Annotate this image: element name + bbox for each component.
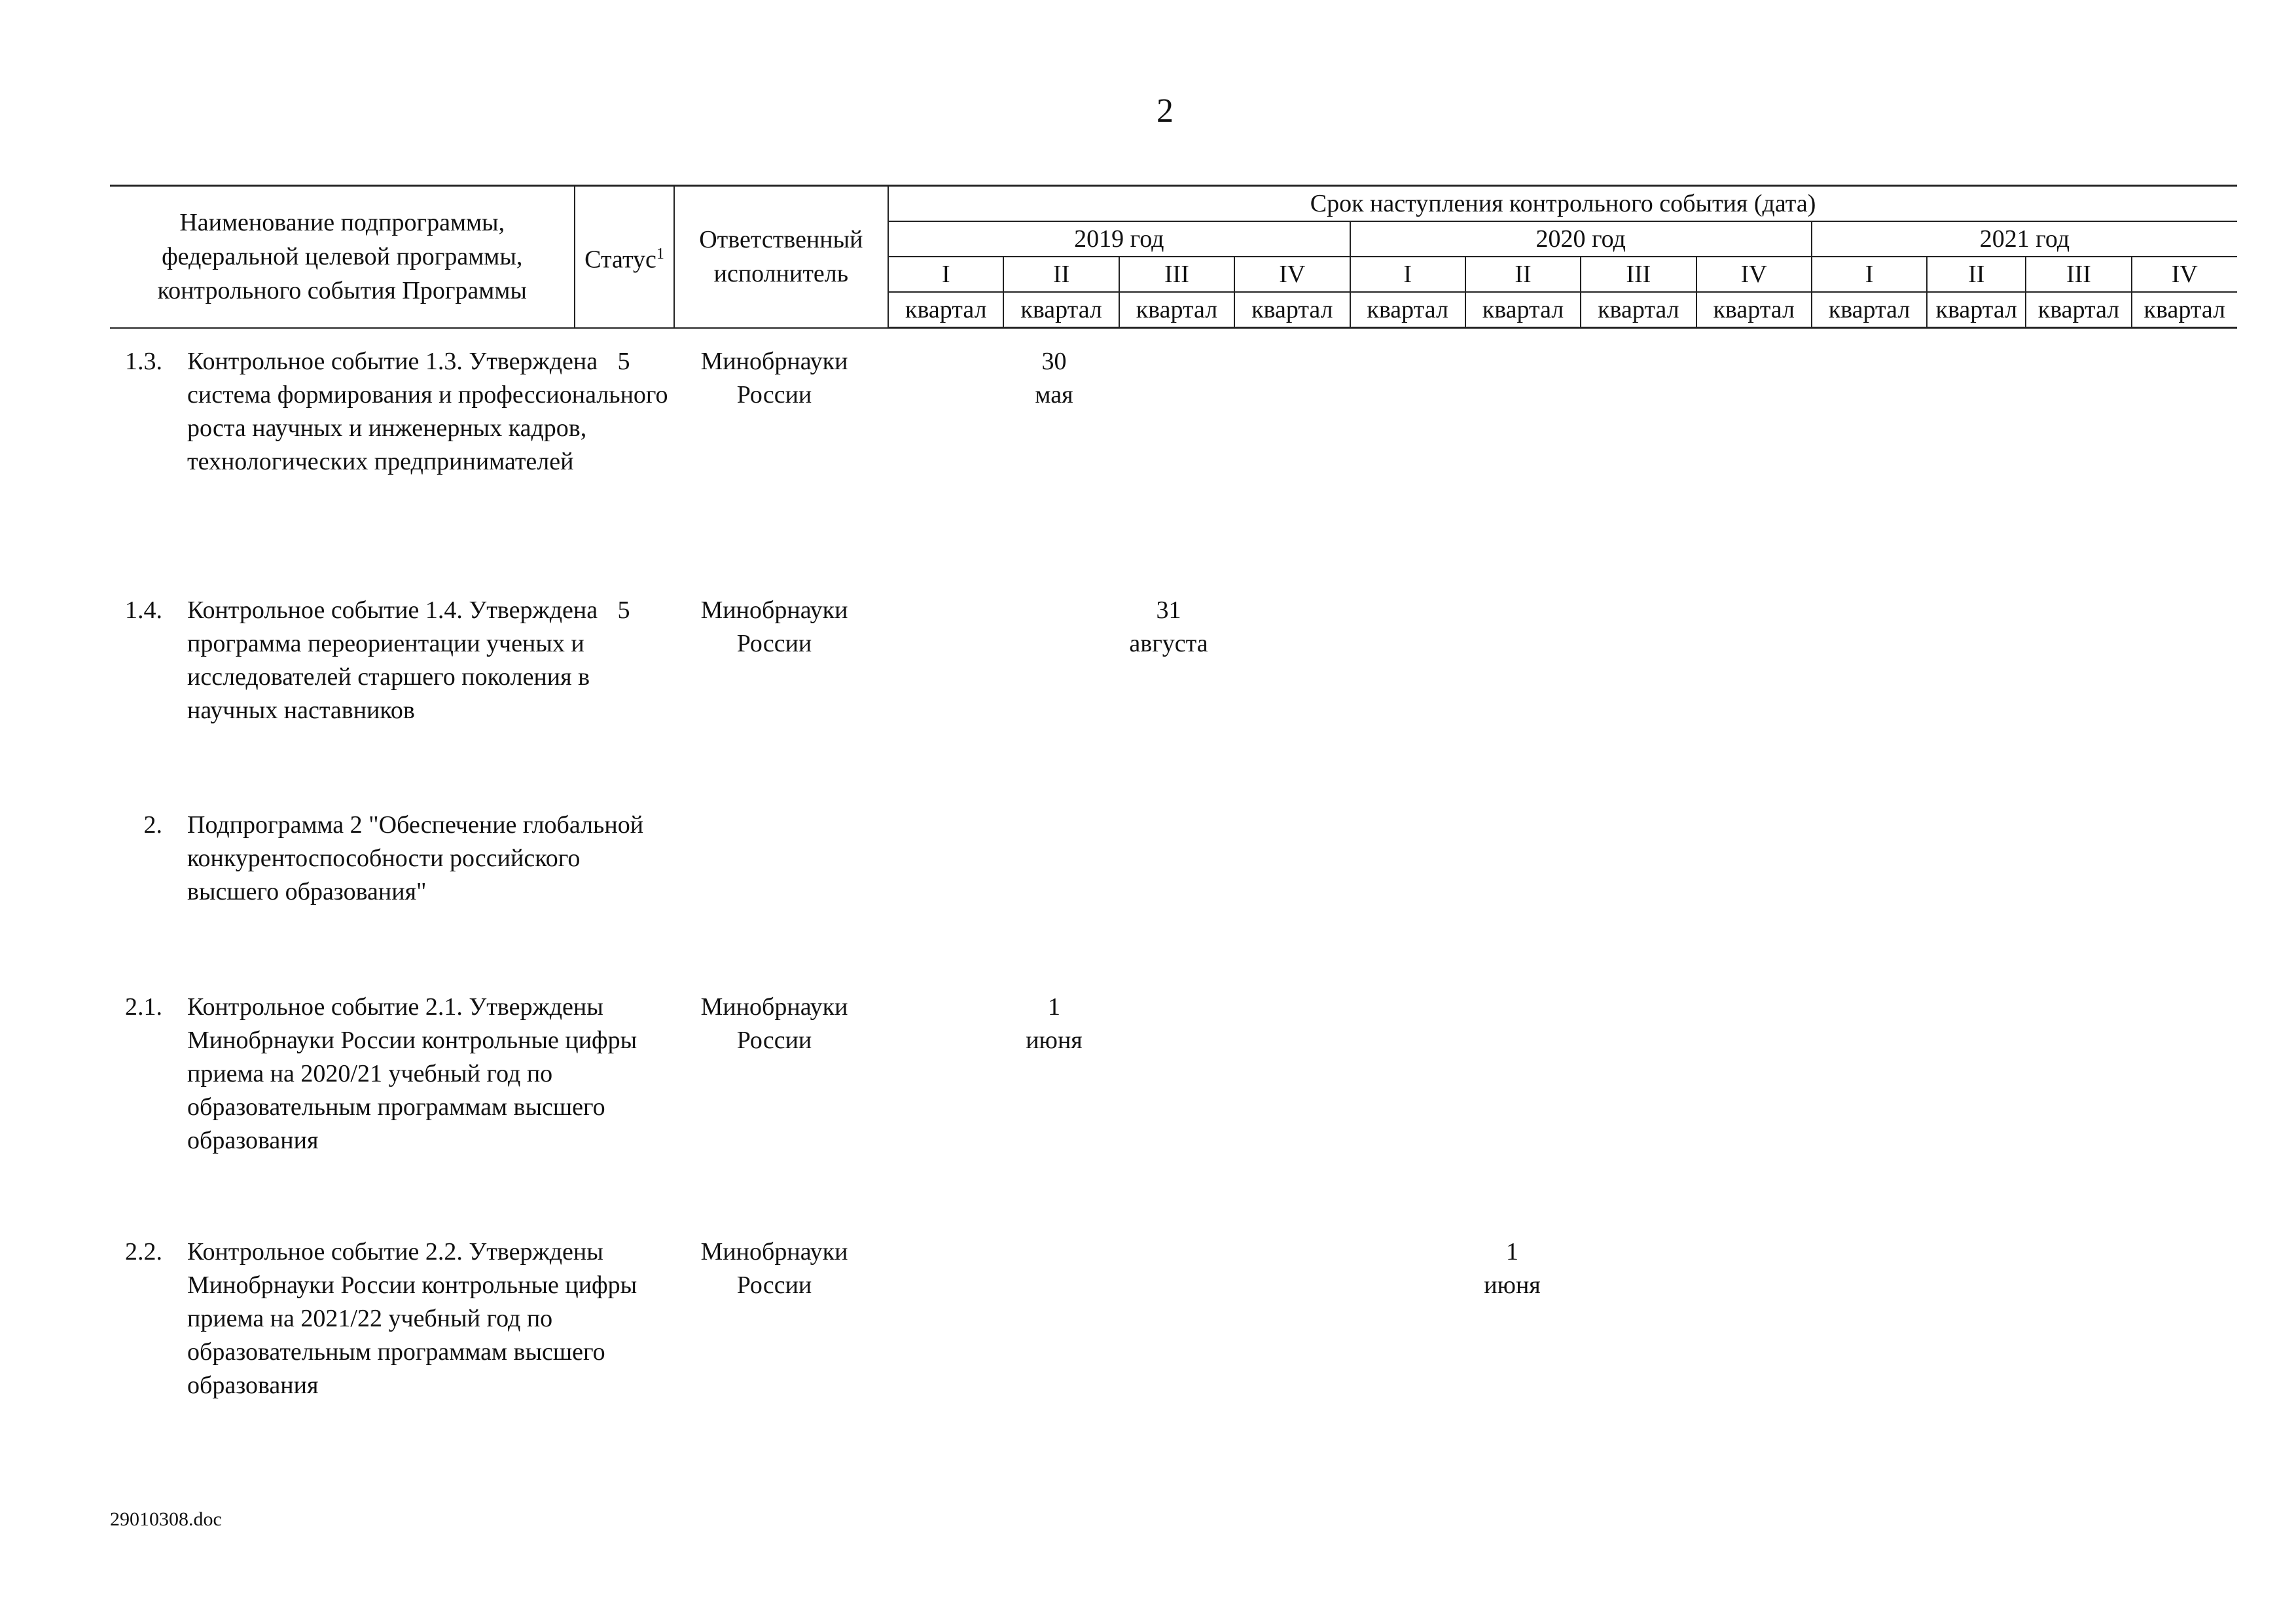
page-number: 2: [1157, 92, 1174, 130]
header-quarter-number: III: [2026, 257, 2131, 292]
row-status: 5: [617, 596, 630, 624]
header-quarter-number: I: [888, 257, 1003, 292]
row-responsible: Минобрнауки России: [700, 348, 848, 409]
footer-filename: 29010308.doc: [110, 1508, 222, 1530]
header-quarter-word: квартал: [1465, 292, 1581, 328]
header-quarter-number: IV: [1696, 257, 1812, 292]
row-number: 1.3.: [125, 348, 162, 375]
row-name: Контрольное событие 1.4. Утверждена программа переориентации ученых и исследователей старшего поколения в научных наставников: [187, 596, 598, 724]
header-quarter-word: квартал: [1234, 292, 1350, 328]
header-quarter-word: квартал: [1696, 292, 1812, 328]
row-date-day: 31: [1156, 596, 1181, 624]
row-responsible: Минобрнауки России: [700, 993, 848, 1054]
header-year-2019: 2019 год: [888, 221, 1350, 257]
row-number: 2.: [143, 811, 162, 839]
row-number: 1.4.: [125, 596, 162, 624]
header-quarter-number: III: [1581, 257, 1696, 292]
header-quarter-word: квартал: [1581, 292, 1696, 328]
header-quarter-number: IV: [1234, 257, 1350, 292]
header-quarter-word: квартал: [2026, 292, 2131, 328]
header-quarter-number: IV: [2132, 257, 2237, 292]
schedule-table: [110, 185, 2237, 1399]
row-date: [997, 345, 1111, 412]
header-quarter-number: I: [1350, 257, 1465, 292]
row-name: Контрольное событие 2.1. Утверждены Минобрнауки России контрольные цифры приема на 2020/21 учебный год по образовательным программам высшего образования: [187, 993, 637, 1154]
row-number: 2.1.: [125, 993, 162, 1021]
row-date: [1455, 1235, 1570, 1302]
header-status-footnote: 1: [656, 245, 664, 263]
row-date-day: 1: [1506, 1238, 1518, 1266]
header-quarter-word: квартал: [888, 292, 1003, 328]
header-quarter-number: II: [1927, 257, 2026, 292]
header-quarter-number: I: [1812, 257, 1927, 292]
header-deadline: Срок наступления контрольного события (дата): [888, 186, 2237, 222]
row-responsible: Минобрнауки России: [700, 1238, 848, 1299]
header-quarter-word: квартал: [1119, 292, 1234, 328]
row-date-month: июня: [1026, 1027, 1083, 1054]
header-responsible: Ответственный исполнитель: [674, 186, 889, 328]
row-date-month: мая: [1035, 381, 1073, 409]
row-date: [1111, 594, 1226, 661]
header-quarter-word: квартал: [1812, 292, 1927, 328]
row-name: Контрольное событие 1.3. Утверждена система формирования и профессионального роста научных и инженерных кадров, технологических предпринимателей: [187, 348, 668, 475]
row-name: Подпрограмма 2 "Обеспечение глобальной конкурентоспособности российского высшего образования": [187, 811, 644, 905]
row-date-day: 1: [1048, 993, 1060, 1021]
table-header: [110, 185, 2237, 329]
header-year-2020: 2020 год: [1350, 221, 1812, 257]
row-status: 5: [617, 348, 630, 375]
row-date-day: 30: [1041, 348, 1067, 375]
header-quarter-number: II: [1465, 257, 1581, 292]
header-quarter-number: III: [1119, 257, 1234, 292]
header-name: Наименование подпрограммы, федеральной целевой программы, контрольного события Программы: [110, 186, 575, 328]
row-responsible: Минобрнауки России: [700, 596, 848, 657]
header-year-2021: 2021 год: [1812, 221, 2237, 257]
header-quarter-word: квартал: [2132, 292, 2237, 328]
header-quarter-word: квартал: [1350, 292, 1465, 328]
header-quarter-word: квартал: [1003, 292, 1119, 328]
row-number: 2.2.: [125, 1238, 162, 1266]
header-quarter-word: квартал: [1927, 292, 2026, 328]
row-name: Контрольное событие 2.2. Утверждены Минобрнауки России контрольные цифры приема на 2021/22 учебный год по образовательным программам высшего образования: [187, 1238, 637, 1399]
header-status-label: Статус: [584, 246, 656, 274]
row-date-month: июня: [1484, 1271, 1541, 1299]
row-date-month: августа: [1129, 630, 1208, 657]
header-status: [575, 186, 673, 328]
header-quarter-number: II: [1003, 257, 1119, 292]
row-date: [997, 991, 1111, 1057]
